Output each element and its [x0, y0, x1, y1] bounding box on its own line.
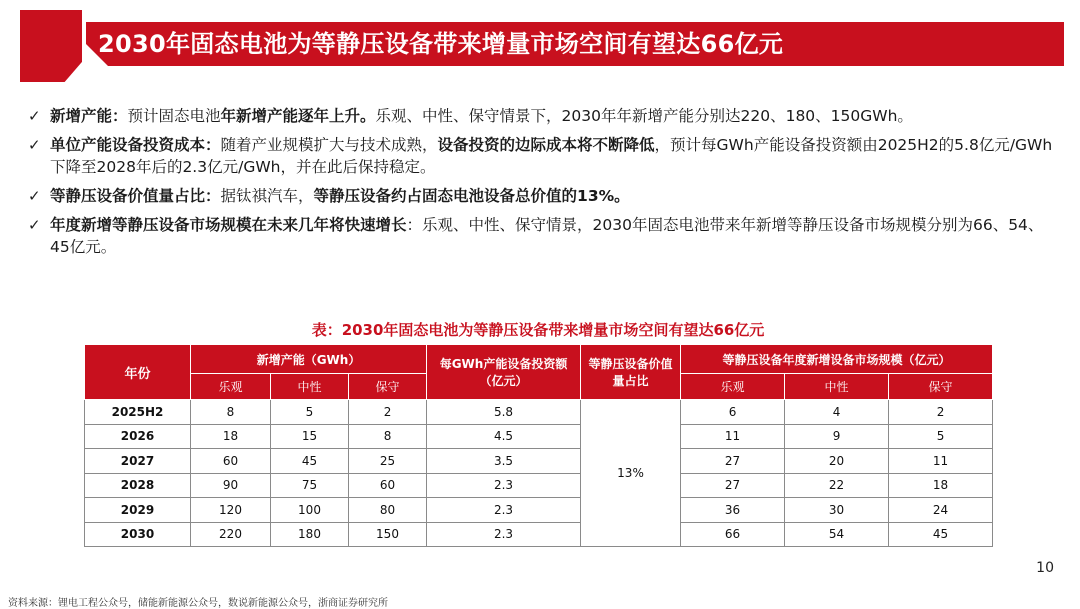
cell-invest: 4.5	[427, 424, 581, 449]
cell-market: 36	[681, 498, 785, 523]
page-number: 10	[1036, 560, 1054, 576]
bullet-item	[28, 134, 1058, 178]
bullet-item	[28, 105, 1058, 127]
cell-market: 30	[785, 498, 889, 523]
cell-market: 54	[785, 522, 889, 547]
cell-market: 27	[681, 449, 785, 474]
bullet-text: 等静压设备约占固态电池设备总价值的13%。	[313, 187, 630, 205]
cell-market: 6	[681, 400, 785, 425]
page-title: 2030年固态电池为等静压设备带来增量市场空间有望达66亿元	[98, 30, 784, 58]
cell-market: 27	[681, 473, 785, 498]
cell-capacity: 5	[271, 400, 349, 425]
cell-invest: 2.3	[427, 473, 581, 498]
table-row	[85, 400, 993, 425]
bullet-list	[28, 105, 1058, 265]
cell-share: 13%	[581, 400, 681, 547]
cell-capacity: 100	[271, 498, 349, 523]
bullet-text: 随着产业规模扩大与技术成熟，	[220, 136, 438, 154]
bullet-text: ：乐观、中性、保守情景，2030年固态电池带来年新增等静压设备市场规模分别为66、54、45亿元。	[50, 216, 1044, 256]
header-capacity: 新增产能（GWh）	[191, 345, 427, 374]
bullet-lead: 等静压设备价值量占比：	[50, 187, 221, 205]
cell-market: 11	[681, 424, 785, 449]
cell-invest: 5.8	[427, 400, 581, 425]
cell-market: 2	[889, 400, 993, 425]
bullet-text: 年新增产能逐年上升。	[220, 107, 376, 125]
cell-year: 2028	[85, 473, 191, 498]
cell-capacity: 60	[191, 449, 271, 474]
header-mkt-conservative: 保守	[889, 374, 993, 400]
cell-capacity: 2	[349, 400, 427, 425]
check-icon: ✓	[28, 136, 41, 154]
bullet-text: 设备投资的边际成本将不断降低	[437, 136, 655, 154]
header-cap-conservative: 保守	[349, 374, 427, 400]
bullet-item	[28, 214, 1058, 258]
cell-market: 66	[681, 522, 785, 547]
table-caption: 表：2030年固态电池为等静压设备带来增量市场空间有望达66亿元	[311, 321, 765, 339]
table-row	[85, 449, 993, 474]
cell-capacity: 25	[349, 449, 427, 474]
cell-year: 2026	[85, 424, 191, 449]
cell-capacity: 45	[271, 449, 349, 474]
check-icon: ✓	[28, 216, 41, 234]
cell-capacity: 150	[349, 522, 427, 547]
bullet-lead: 年度新增等静压设备市场规模在未来几年将快速增长	[50, 216, 407, 234]
table-row	[85, 424, 993, 449]
cell-market: 45	[889, 522, 993, 547]
cell-invest: 2.3	[427, 522, 581, 547]
header-invest: 每GWh产能设备投资额（亿元）	[427, 345, 581, 400]
cell-year: 2029	[85, 498, 191, 523]
bullet-text: 据钛祺汽车，	[220, 187, 314, 205]
check-icon: ✓	[28, 107, 41, 125]
cell-capacity: 220	[191, 522, 271, 547]
cell-market: 22	[785, 473, 889, 498]
bullet-text: 乐观、中性、保守情景下，2030年年新增产能分别达220、180、150GWh。	[375, 107, 913, 125]
bullet-lead: 新增产能：	[50, 107, 128, 125]
table-row	[85, 498, 993, 523]
check-icon: ✓	[28, 187, 41, 205]
cell-capacity: 120	[191, 498, 271, 523]
cell-market: 4	[785, 400, 889, 425]
header-mkt-neutral: 中性	[785, 374, 889, 400]
cell-year: 2027	[85, 449, 191, 474]
header-year: 年份	[85, 345, 191, 400]
table-body	[85, 400, 993, 547]
cell-capacity: 60	[349, 473, 427, 498]
cell-year: 2030	[85, 522, 191, 547]
data-table	[84, 344, 993, 547]
cell-capacity: 180	[271, 522, 349, 547]
cell-capacity: 8	[191, 400, 271, 425]
header-share: 等静压设备价值量占比	[581, 345, 681, 400]
header-cap-optimistic: 乐观	[191, 374, 271, 400]
header-market: 等静压设备年度新增设备市场规模（亿元）	[681, 345, 993, 374]
cell-invest: 3.5	[427, 449, 581, 474]
header-mkt-optimistic: 乐观	[681, 374, 785, 400]
cell-capacity: 75	[271, 473, 349, 498]
table-row	[85, 522, 993, 547]
table-row	[85, 473, 993, 498]
cell-capacity: 18	[191, 424, 271, 449]
header-cap-neutral: 中性	[271, 374, 349, 400]
cell-market: 11	[889, 449, 993, 474]
cell-year: 2025H2	[85, 400, 191, 425]
cell-invest: 2.3	[427, 498, 581, 523]
cell-market: 9	[785, 424, 889, 449]
cell-market: 18	[889, 473, 993, 498]
cell-market: 20	[785, 449, 889, 474]
cell-market: 5	[889, 424, 993, 449]
cell-capacity: 15	[271, 424, 349, 449]
bullet-text: 预计固态电池	[127, 107, 221, 125]
brand-logo-block	[20, 10, 82, 82]
cell-capacity: 80	[349, 498, 427, 523]
source-note: 资料来源：锂电工程公众号，储能新能源公众号，数说新能源公众号，浙商证券研究所	[8, 598, 388, 609]
cell-market: 24	[889, 498, 993, 523]
bullet-text: ，预计每GWh产能设备投资额由2025H2的5.8亿元/GWh下降至2028年后的2.3亿元/GWh，并在此后保持稳定。	[50, 136, 1053, 176]
bullet-lead: 单位产能设备投资成本：	[50, 136, 221, 154]
bullet-item	[28, 185, 1058, 207]
cell-capacity: 8	[349, 424, 427, 449]
cell-capacity: 90	[191, 473, 271, 498]
